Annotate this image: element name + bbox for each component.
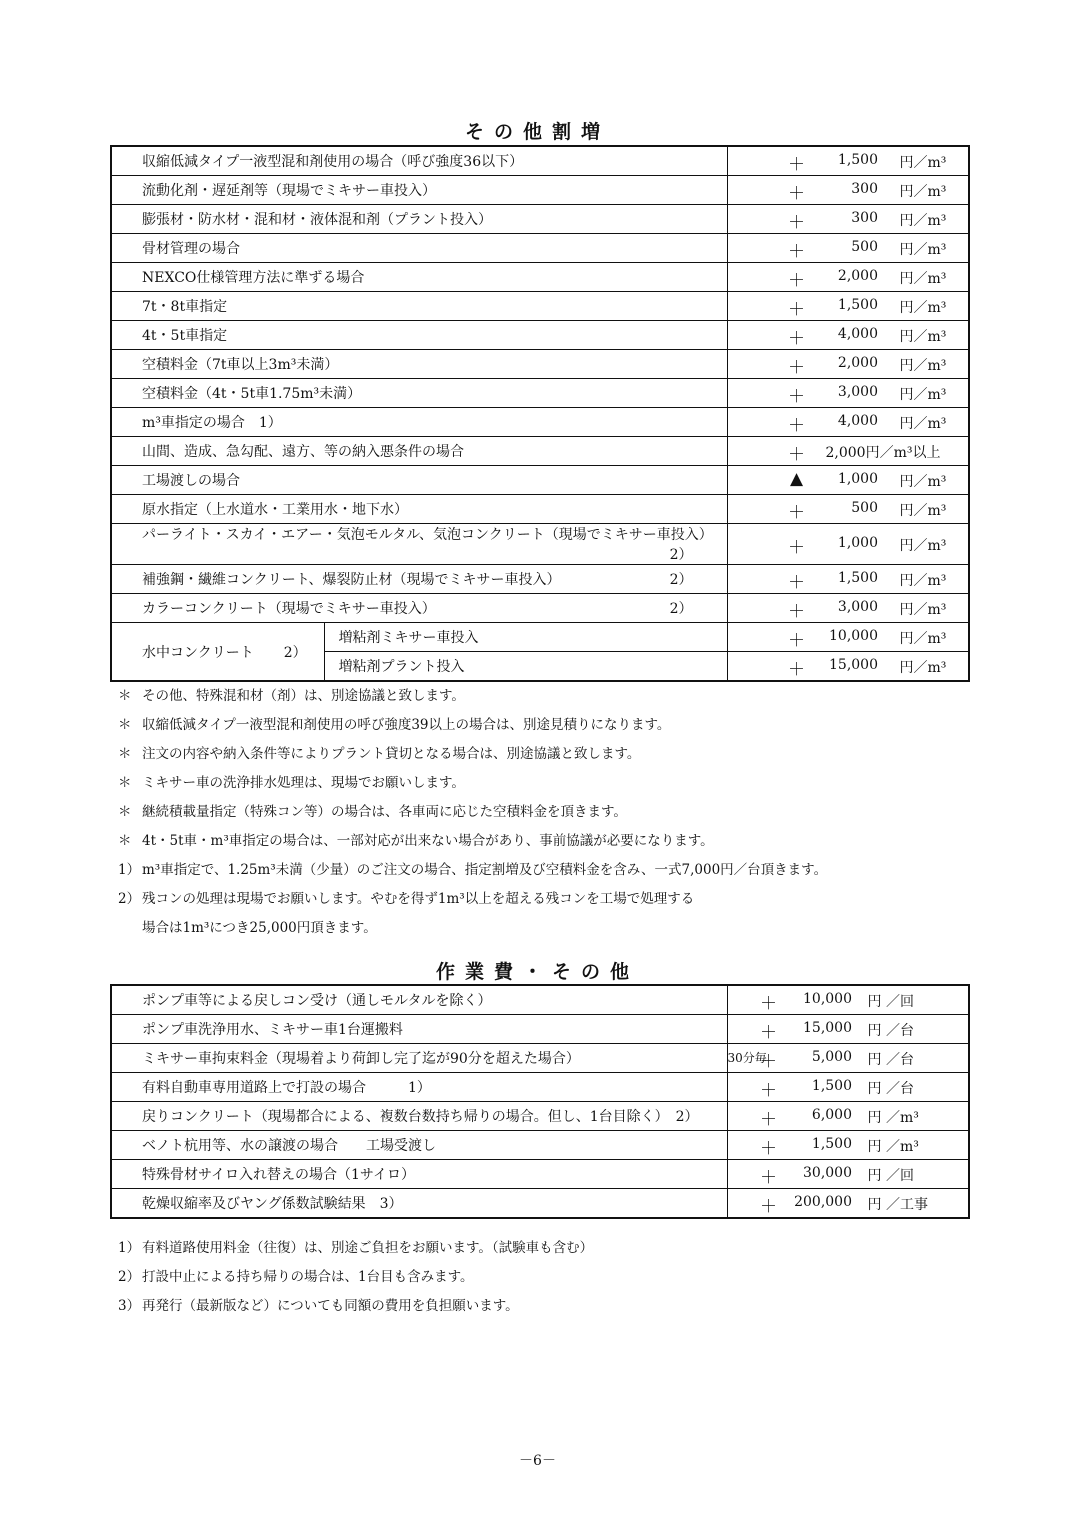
note-marker: ＊ <box>118 833 132 849</box>
price-amount: 30,000 <box>803 1165 852 1181</box>
price-unit: 円／m³ <box>899 573 947 589</box>
price-wrapper <box>728 1044 969 1072</box>
price-amount: 1,500 <box>837 570 878 586</box>
note-line <box>118 771 465 791</box>
price-amount: 2,000円／m³以上 <box>825 445 941 461</box>
price-cell <box>727 292 969 321</box>
surcharge-item <box>111 263 727 292</box>
price-amount: 4,000 <box>837 413 878 429</box>
price-amount: 10,000 <box>803 991 852 1007</box>
price-amount: 15,000 <box>803 1020 852 1036</box>
surcharge-item-text: 骨材管理の場合 <box>142 241 240 257</box>
note-marker: 2） <box>118 891 141 907</box>
price-sign: ＋ <box>788 155 805 175</box>
note-line <box>118 800 627 820</box>
price-unit: 円／m³ <box>899 300 947 316</box>
note-text: m³車指定で、1.25m³未満（少量）のご注文の場合、指定割増及び空積料金を含み、一式7,000円／台頂きます。 <box>142 862 828 878</box>
surcharge-item-text: パーライト・スカイ・エアー・気泡モルタル、気泡コンクリート（現場でミキサー車投入） <box>142 527 713 543</box>
table-row <box>111 350 969 379</box>
price-sign: ＋ <box>788 387 805 407</box>
note-line <box>118 1265 474 1285</box>
surcharge-item-text: 4t・5t車指定 <box>142 328 228 344</box>
table-row <box>111 985 969 1015</box>
table-row <box>111 146 969 176</box>
price-unit: 円／m³ <box>899 474 947 490</box>
price-cell <box>727 594 969 623</box>
surcharge-item-text: 山間、造成、急勾配、遠方、等の納入悪条件の場合 <box>142 444 464 460</box>
price-unit: 円／m³ <box>899 387 947 403</box>
note-marker: ＊ <box>118 688 132 704</box>
note-text: ミキサー車の洗浄排水処理は、現場でお願いします。 <box>142 775 465 791</box>
surcharge-item <box>111 437 727 466</box>
price-cell <box>727 652 969 682</box>
surcharge-item-text: カラーコンクリート（現場でミキサー車投入） <box>142 601 436 617</box>
price-cell <box>727 623 969 652</box>
price-unit: 円 ／台 <box>867 1052 914 1068</box>
price-cell <box>727 466 969 495</box>
note-text: 有料道路使用料金（往復）は、別途ご負担をお願います。（試験車も含む） <box>142 1240 594 1256</box>
table-row <box>111 1160 969 1189</box>
price-unit: 円／m³ <box>899 631 947 647</box>
footnote-ref: 2） <box>669 547 693 563</box>
table-row <box>111 1015 969 1044</box>
price-wrapper <box>728 292 969 320</box>
table-row <box>111 1073 969 1102</box>
price-cell <box>727 524 969 565</box>
work-fee-item: 特殊骨材サイロ入れ替えの場合（1サイロ） <box>111 1160 727 1189</box>
price-amount: 1,000 <box>837 535 878 551</box>
price-wrapper <box>728 530 969 558</box>
surcharge-item <box>111 408 727 437</box>
price-wrapper <box>728 408 969 436</box>
price-wrapper <box>728 1102 969 1130</box>
price-sign: ＋ <box>760 1023 777 1043</box>
price-amount: 2,000 <box>837 355 878 371</box>
note-line <box>118 684 465 704</box>
underwater-sub-item: 増粘剤ミキサー車投入 <box>324 623 727 652</box>
price-wrapper <box>728 1160 969 1188</box>
price-cell <box>727 1102 969 1131</box>
note-line <box>118 887 694 907</box>
price-unit: 円／m³ <box>899 242 947 258</box>
surcharge-item-text: 工場渡しの場合 <box>142 473 240 489</box>
price-cell <box>727 985 969 1015</box>
price-sign: ＋ <box>788 271 805 291</box>
price-cell <box>727 1073 969 1102</box>
price-wrapper <box>728 379 969 407</box>
price-cell <box>727 1160 969 1189</box>
price-unit: 円 ／回 <box>867 1168 914 1184</box>
price-wrapper <box>728 495 969 523</box>
note-marker: ＊ <box>118 804 132 820</box>
surcharge-item-text: 7t・8t車指定 <box>142 299 228 315</box>
price-cell <box>727 263 969 292</box>
price-cell <box>727 205 969 234</box>
price-amount: 200,000 <box>794 1194 852 1210</box>
price-wrapper <box>728 350 969 378</box>
note-marker: 2） <box>118 1269 141 1285</box>
note-line <box>118 742 640 762</box>
price-cell <box>727 495 969 524</box>
price-amount: 3,000 <box>837 599 878 615</box>
footnote-ref: 2） <box>283 644 307 661</box>
price-sign: ＋ <box>760 1110 777 1130</box>
price-sign: ＋ <box>788 538 805 558</box>
price-cell <box>727 1015 969 1044</box>
price-wrapper <box>728 437 969 465</box>
price-amount: 1,000 <box>837 471 878 487</box>
surcharge-item <box>111 350 727 379</box>
table-row <box>111 623 969 652</box>
price-sign: ＋ <box>788 300 805 320</box>
price-wrapper <box>728 652 969 680</box>
price-wrapper <box>728 205 969 233</box>
price-wrapper <box>728 263 969 291</box>
price-unit: 円 ／m³ <box>867 1110 919 1126</box>
price-wrapper <box>728 565 969 593</box>
price-amount: 4,000 <box>837 326 878 342</box>
price-wrapper <box>728 1073 969 1101</box>
surcharge-item <box>111 176 727 205</box>
work-fee-item: 有料自動車専用道路上で打設の場合 1） <box>111 1073 727 1102</box>
price-amount: 2,000 <box>837 268 878 284</box>
price-sign: ＋ <box>760 1081 777 1101</box>
price-cell <box>727 437 969 466</box>
note-line <box>118 1294 519 1314</box>
price-wrapper <box>728 594 969 622</box>
price-cell <box>727 1131 969 1160</box>
surcharge-item <box>111 234 727 263</box>
table-row <box>111 437 969 466</box>
price-amount: 3,000 <box>837 384 878 400</box>
note-text: 場合は1m³につき25,000円頂きます。 <box>142 920 377 936</box>
surcharge-item-text: m³車指定の場合 1） <box>142 415 282 431</box>
price-cell <box>727 321 969 350</box>
table-row <box>111 263 969 292</box>
surcharge-item-text: 収縮低減タイプ一液型混和剤使用の場合（呼び強度36以下） <box>142 154 524 170</box>
surcharge-item <box>111 466 727 495</box>
note-text: 打設中止による持ち帰りの場合は、1台目も含みます。 <box>142 1269 474 1285</box>
section2-title: 作業費・その他 <box>435 961 639 983</box>
price-unit: 円／m³ <box>899 184 947 200</box>
surcharge-item-text: NEXCO仕様管理方法に準ずる場合 <box>142 270 365 286</box>
table-row <box>111 292 969 321</box>
note-marker: ＊ <box>118 775 132 791</box>
price-wrapper <box>728 321 969 349</box>
table-row <box>111 408 969 437</box>
price-amount: 15,000 <box>829 657 878 673</box>
price-sign: ＋ <box>788 631 805 651</box>
price-amount: 300 <box>851 210 878 226</box>
note-line <box>118 713 670 733</box>
price-unit: 円／m³ <box>899 503 947 519</box>
table-row <box>111 205 969 234</box>
page-number: －6－ <box>519 1453 556 1469</box>
price-sign: ＋ <box>788 573 805 593</box>
section1-title: その他割増 <box>464 121 610 143</box>
surcharge-item <box>111 524 727 565</box>
footnote-ref: 2） <box>669 572 693 588</box>
surcharge-item <box>111 321 727 350</box>
table-row <box>111 176 969 205</box>
surcharge-item-text: 補強鋼・繊維コンクリート、爆裂防止材（現場でミキサー車投入） <box>142 572 561 588</box>
price-sign: ＋ <box>788 358 805 378</box>
price-sign: ＋ <box>788 416 805 436</box>
note-text: その他、特殊混和材（剤）は、別途協議と致します。 <box>142 688 465 704</box>
price-amount: 300 <box>851 181 878 197</box>
note-text: 継続積載量指定（特殊コン等）の場合は、各車両に応じた空積料金を頂きます。 <box>142 804 627 820</box>
note-line <box>118 858 827 878</box>
price-unit: 円／m³ <box>899 271 947 287</box>
price-unit: 円／m³ <box>899 660 947 676</box>
table-row <box>111 379 969 408</box>
price-amount: 500 <box>851 239 878 255</box>
price-amount: 1,500 <box>811 1136 852 1152</box>
table-row <box>111 1102 969 1131</box>
price-unit: 円／m³ <box>899 358 947 374</box>
price-sign: ＋ <box>760 994 777 1014</box>
price-interval: 30分毎 <box>727 1051 767 1065</box>
note-text: 残コンの処理は現場でお願いします。やむを得ず1m³以上を超える残コンを工場で処理する <box>142 891 695 907</box>
table-row <box>111 565 969 594</box>
price-sign: ＋ <box>788 602 805 622</box>
price-sign: ＋ <box>788 242 805 262</box>
work-fee-item: ポンプ車洗浄用水、ミキサー車1台運搬料 <box>111 1015 727 1044</box>
price-sign: ＋ <box>788 445 805 465</box>
price-amount: 10,000 <box>829 628 878 644</box>
price-cell <box>727 234 969 263</box>
price-wrapper <box>728 986 969 1014</box>
price-amount: 500 <box>851 500 878 516</box>
note-marker: ＊ <box>118 717 132 733</box>
work-fee-table <box>110 984 970 1219</box>
price-sign: ＋ <box>788 184 805 204</box>
table-row <box>111 495 969 524</box>
surcharge-item-text: 空積料金（4t・5t車1.75m³未満） <box>142 386 362 402</box>
price-unit: 円／m³ <box>899 602 947 618</box>
surcharge-item <box>111 495 727 524</box>
table-row <box>111 321 969 350</box>
price-unit: 円／m³ <box>899 416 947 432</box>
price-unit: 円／m³ <box>899 538 947 554</box>
note-marker: 1） <box>118 1240 141 1256</box>
price-cell <box>727 176 969 205</box>
work-fee-item: ミキサー車拘束料金（現場着より荷卸し完了迄が90分を超えた場合） <box>111 1044 727 1073</box>
surcharge-item-text: 膨張材・防水材・混和材・液体混和剤（プラント投入） <box>142 212 492 228</box>
surcharge-item <box>111 594 727 623</box>
price-unit: 円／m³ <box>899 329 947 345</box>
price-amount: 5,000 <box>811 1049 852 1065</box>
price-wrapper <box>728 1131 969 1159</box>
price-unit: 円／m³ <box>899 213 947 229</box>
price-sign: ＋ <box>760 1197 777 1217</box>
surcharge-item-text: 空積料金（7t車以上3m³未満） <box>142 357 339 373</box>
price-sign: ▲ <box>789 469 804 489</box>
price-amount: 6,000 <box>811 1107 852 1123</box>
table-row <box>111 1189 969 1219</box>
work-fee-item: ポンプ車等による戻しコン受け（通しモルタルを除く） <box>111 985 727 1015</box>
price-sign: ＋ <box>788 213 805 233</box>
price-unit: 円 ／台 <box>867 1023 914 1039</box>
note-text: 再発行（最新版など）についても同額の費用を負担願います。 <box>142 1298 519 1314</box>
price-unit: 円 ／回 <box>867 994 914 1010</box>
price-unit: 円／m³ <box>899 155 947 171</box>
table-row <box>111 466 969 495</box>
underwater-sub-item: 増粘剤プラント投入 <box>324 652 727 682</box>
work-fee-item: 戻りコンクリート（現場都合による、複数台数持ち帰りの場合。但し、1台目除く） 2） <box>111 1102 727 1131</box>
price-unit: 円 ／m³ <box>867 1139 919 1155</box>
note-marker: 1） <box>118 862 141 878</box>
price-amount: 1,500 <box>811 1078 852 1094</box>
price-sign: ＋ <box>760 1139 777 1159</box>
price-sign: ＋ <box>760 1052 777 1072</box>
price-cell <box>727 350 969 379</box>
price-wrapper <box>728 176 969 204</box>
price-wrapper <box>728 147 969 175</box>
note-text: 収縮低減タイプ一液型混和剤使用の呼び強度39以上の場合は、別途見積りになります。 <box>142 717 671 733</box>
price-amount: 1,500 <box>837 152 878 168</box>
table-row <box>111 234 969 263</box>
note-text: 注文の内容や納入条件等によりプラント貸切となる場合は、別途協議と致します。 <box>142 746 641 762</box>
price-sign: ＋ <box>760 1168 777 1188</box>
surcharge-item <box>111 379 727 408</box>
price-unit: 円 ／工事 <box>867 1197 928 1213</box>
surcharge-item <box>111 205 727 234</box>
surcharge-item <box>111 565 727 594</box>
note-line <box>118 829 714 849</box>
price-cell <box>727 565 969 594</box>
price-wrapper <box>728 466 969 494</box>
price-wrapper <box>728 1189 969 1217</box>
surcharge-item-text: 流動化剤・遅延剤等（現場でミキサー車投入） <box>142 183 436 199</box>
surcharge-item <box>111 146 727 176</box>
surcharge-item-text: 原水指定（上水道水・工業用水・地下水） <box>142 502 408 518</box>
price-sign: ＋ <box>788 329 805 349</box>
price-cell <box>727 379 969 408</box>
note-marker: 3） <box>118 1298 141 1314</box>
price-amount: 1,500 <box>837 297 878 313</box>
price-wrapper <box>728 1015 969 1043</box>
surcharge-table <box>110 145 970 682</box>
price-cell <box>727 408 969 437</box>
note-text: 4t・5t車・m³車指定の場合は、一部対応が出来ない場合があり、事前協議が必要になります。 <box>142 833 714 849</box>
underwater-label-text: 水中コンクリート <box>142 644 254 661</box>
work-fee-item: ベノト杭用等、水の譲渡の場合 工場受渡し <box>111 1131 727 1160</box>
note-marker: ＊ <box>118 746 132 762</box>
surcharge-item <box>111 292 727 321</box>
price-wrapper <box>728 234 969 262</box>
note-line <box>118 1236 593 1256</box>
price-sign: ＋ <box>788 660 805 680</box>
price-unit: 円 ／台 <box>867 1081 914 1097</box>
work-fee-item: 乾燥収縮率及びヤング係数試験結果 3） <box>111 1189 727 1219</box>
price-cell <box>727 1044 969 1073</box>
table-row <box>111 594 969 623</box>
price-wrapper <box>728 623 969 651</box>
table-row <box>111 1131 969 1160</box>
underwater-concrete-label <box>111 623 324 682</box>
footnote-ref: 2） <box>669 601 693 617</box>
price-cell <box>727 1189 969 1219</box>
note-line <box>118 916 377 936</box>
price-cell <box>727 146 969 176</box>
table-row <box>111 1044 969 1073</box>
table-row <box>111 524 969 565</box>
price-sign: ＋ <box>788 503 805 523</box>
